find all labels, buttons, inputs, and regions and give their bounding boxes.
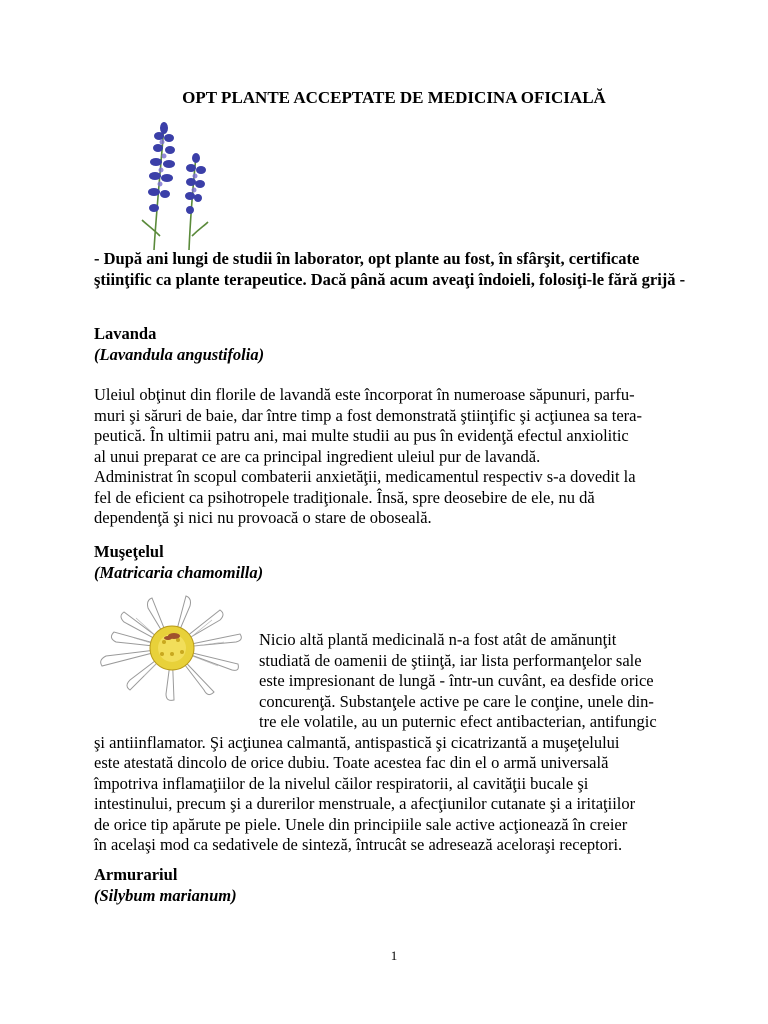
page-number: 1 bbox=[390, 948, 398, 963]
text-line: muri şi săruri de baie, dar între timp a fost demonstrată ştiinţific şi acţiunea sa tera- bbox=[94, 405, 642, 425]
text-line: al unui preparat ce are ca principal ingredient uleiul pur de lavandă. bbox=[94, 446, 541, 466]
paragraph-lavanda bbox=[94, 385, 699, 529]
document-title: OPT PLANTE ACCEPTATE DE MEDICINA OFICIALĂ bbox=[182, 88, 606, 107]
text-line: studiată de oamenii de ştiinţă, iar lista performanţelor sale bbox=[259, 650, 642, 670]
text-line: tre ele volatile, au un puternic efect antibacterian, antifungic bbox=[259, 712, 657, 731]
text-line: Uleiul obţinut din florile de lavandă este încorporat în numeroase săpunuri, parfu- bbox=[94, 385, 635, 404]
section-heading-musetelul: Muşeţelul bbox=[94, 542, 164, 561]
section-heading-armurariul: Armurariul bbox=[94, 865, 178, 884]
text-line: în acelaşi mod ca sedativele de sinteză, întrucât se adresează aceloraşi receptori. bbox=[94, 835, 623, 854]
section-latin-lavanda: (Lavandula angustifolia) bbox=[94, 345, 265, 364]
chamomile-illustration bbox=[94, 592, 250, 704]
text-line: concurenţă. Substanţele active pe care le conţine, unele din- bbox=[259, 691, 654, 711]
section-heading-lavanda: Lavanda bbox=[94, 324, 157, 343]
text-line: dependenţă şi nici nu provoacă o stare de oboseală. bbox=[94, 508, 432, 527]
lavender-illustration bbox=[134, 116, 224, 252]
text-line: şi antiinflamator. Şi acţiunea calmantă, antispastică şi cicatrizantă a muşeţelului bbox=[94, 732, 620, 752]
text-line: fel de eficient ca psihotropele tradiţionale. Însă, spre deosebire de ele, nu dă bbox=[94, 487, 595, 507]
section-latin-musetelul: (Matricaria chamomilla) bbox=[94, 563, 264, 582]
text-line: împotriva inflamaţiilor de la nivelul căilor respiratorii, al cavităţii bucale şi bbox=[94, 773, 589, 793]
text-line: Administrat în scopul combaterii anxietăţii, medicamentul respectiv s-a dovedit la bbox=[94, 467, 636, 486]
text-line: este impresionant de lungă - într-un cuvânt, ea desfide orice bbox=[259, 671, 654, 690]
text-line: de orice tip apărute pe piele. Unele din principiile sale active acţionează în creier bbox=[94, 814, 628, 834]
text-line: este atestată dincolo de orice dubiu. Toate acestea fac din el o armă universală bbox=[94, 753, 609, 772]
text-line: peutică. În ultimii patru ani, mai multe studii au pus în evidenţă efectul anxiolitic bbox=[94, 426, 629, 445]
text-line: Nicio altă plantă medicinală n-a fost atât de amănunţit bbox=[259, 630, 617, 649]
intro-paragraph: - După ani lungi de studii în laborator, opt plante au fost, în sfârşit, certificate ştiinţific ca plante terapeutice. Dacă până acum aveaţi îndoieli, folosiţi-le fără grijă - bbox=[94, 249, 686, 289]
paragraph-musetelul-indented bbox=[259, 630, 699, 712]
paragraph-musetelul bbox=[94, 712, 699, 856]
section-latin-armurariul: (Silybum marianum) bbox=[94, 886, 237, 905]
text-line: intestinului, precum şi a durerilor menstruale, a afecţiunilor cutanate şi a iritaţiilor bbox=[94, 794, 636, 813]
